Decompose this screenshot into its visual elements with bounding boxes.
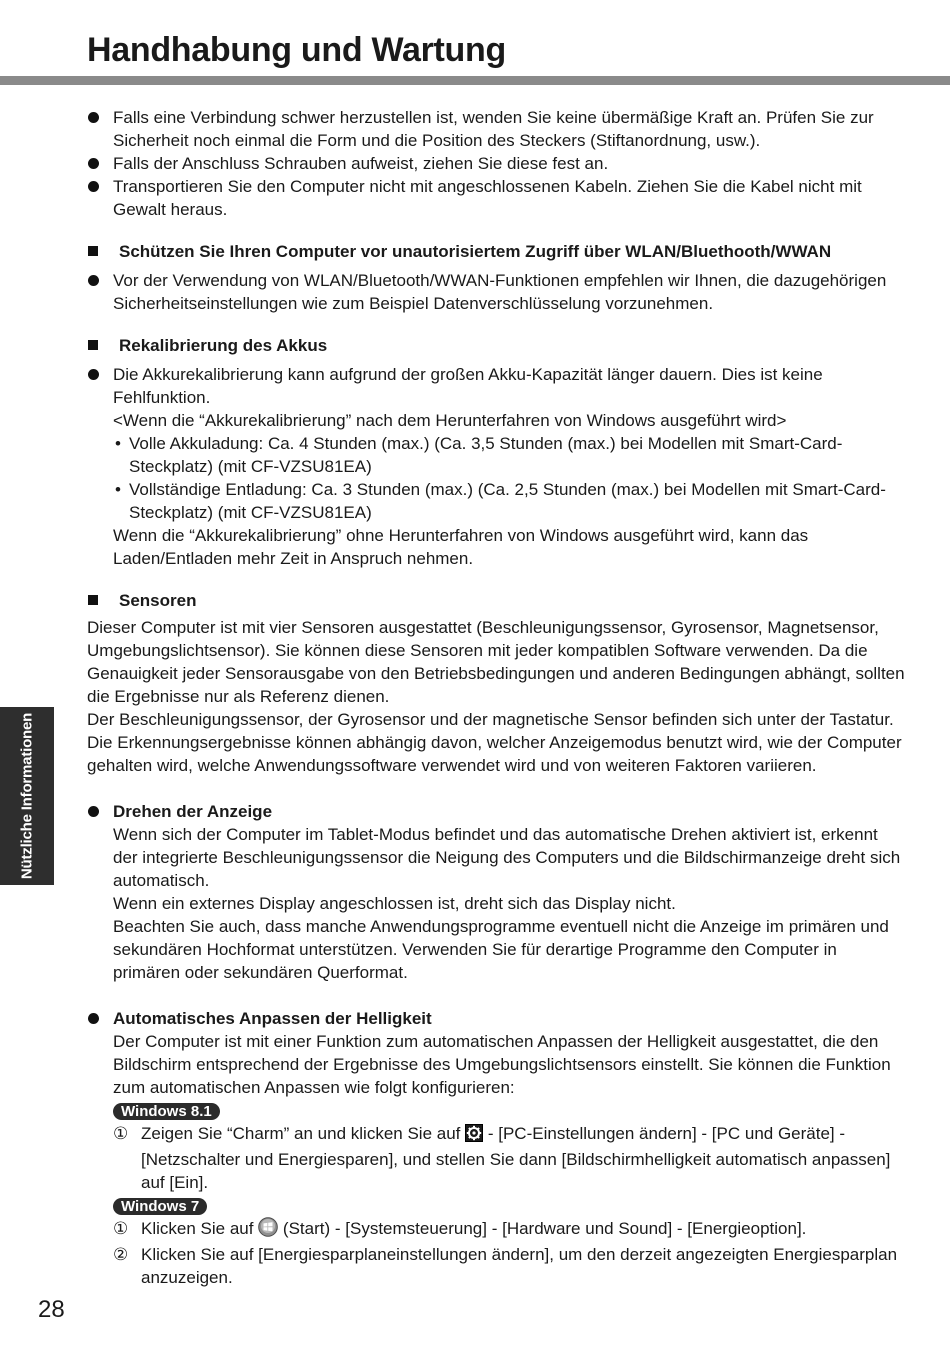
step-item	[87, 1122, 905, 1194]
section-heading-wlan	[87, 240, 905, 263]
list-item-text: Transportieren Sie den Computer nicht mit angeschlossenen Kabeln. Ziehen Sie die Kabel nicht mit Gewalt heraus.	[113, 177, 862, 219]
side-tab	[0, 707, 54, 885]
step-text: Klicken Sie auf [Energiesparplaneinstellungen ändern], um den derzeit angezeigten Energiesparplan anzuzeigen.	[141, 1245, 898, 1287]
bullet-icon	[88, 369, 99, 380]
sub-bullet-icon: •	[115, 480, 121, 499]
list-item-text: Die Akkurekalibrierung kann aufgrund der großen Akku-Kapazität länger dauern. Dies ist keine Fehlfunktion.	[113, 365, 823, 407]
bullet-icon	[88, 1013, 99, 1024]
list-item-text: Falls eine Verbindung schwer herzustellen ist, wenden Sie keine übermäßige Kraft an. Prüfen Sie zur Sicherheit noch einmal die Form und die Position des Steckers (Stiftanordnung, usw.).	[113, 108, 874, 150]
sub-bullet-icon: •	[115, 434, 121, 453]
section-heading-text: Schützen Sie Ihren Computer vor unautorisiertem Zugriff über WLAN/Bluethooth/WWAN	[119, 242, 832, 261]
title-rule	[0, 76, 950, 85]
feature-helligkeit	[87, 1007, 905, 1099]
sub-list-item	[87, 432, 905, 478]
os-badge-windows-81: Windows 8.1	[113, 1103, 220, 1120]
list-item	[87, 175, 905, 221]
feature-heading: Automatisches Anpassen der Helligkeit	[113, 1009, 432, 1028]
step-text: Zeigen Sie “Charm” an und klicken Sie auf	[141, 1124, 461, 1143]
os-badge-windows-7: Windows 7	[113, 1198, 207, 1215]
gear-icon	[465, 1124, 483, 1148]
step-number: ①	[113, 1124, 129, 1143]
paragraph: Wenn sich der Computer im Tablet-Modus befindet und das automatische Drehen aktiviert ist, erkennt der integrierte Beschleunigungssensor die Neigung des Computers und die Bildschirmanzeige dreht sich automatisch.	[113, 825, 901, 890]
step-text: - [PC-Einstellungen ändern] - [PC und Geräte] - [Netzschalter und Energiesparen], und stellen Sie dann [Bildschirmhelligkeit automatisch anpassen] auf [Ein].	[141, 1124, 891, 1192]
paragraph: Der Computer ist mit einer Funktion zum automatischen Anpassen der Helligkeit ausgestattet, die den Bildschirm entsprechend der Ergebnisse des Umgebungslichtsensors einstellt. Sie können die Funktion zum automatischen Anpassen wie folgt konfigurieren:	[113, 1032, 891, 1097]
sub-list-item-text: Vollständige Entladung: Ca. 3 Stunden (max.) (Ca. 2,5 Stunden (max.) bei Modellen mit Smart-Card-Steckplatz) (mit CF-VZSU81EA)	[129, 480, 886, 522]
akku-note: <Wenn die “Akkurekalibrierung” nach dem Herunterfahren von Windows ausgeführt wird>	[113, 411, 787, 430]
list-item-text: Vor der Verwendung von WLAN/Bluetooth/WWAN-Funktionen empfehlen wir Ihnen, die dazugehörigen Sicherheitseinstellungen wie zum Beispiel Datenverschlüsselung vorzunehmen.	[113, 271, 887, 313]
bullet-icon	[88, 275, 99, 286]
paragraph: Wenn ein externes Display angeschlossen ist, dreht sich das Display nicht.	[113, 894, 676, 913]
page-content	[87, 106, 905, 1289]
section-heading-text: Rekalibrierung des Akkus	[119, 336, 328, 355]
step-number: ①	[113, 1219, 129, 1238]
feature-heading: Drehen der Anzeige	[113, 802, 273, 821]
paragraph: Beachten Sie auch, dass manche Anwendungsprogramme eventuell nicht die Anzeige im primären und sekundären Hochformat unterstützen. Verwenden Sie für derartige Programme den Computer in primären oder sekundären Querformat.	[113, 917, 889, 982]
square-bullet-icon	[88, 246, 98, 256]
step-text: Klicken Sie auf	[141, 1219, 254, 1238]
paragraph: Dieser Computer ist mit vier Sensoren ausgestattet (Beschleunigungssensor, Gyrosensor, Magnetsensor, Umgebungslichtsensor). Sie können diese Sensoren mit jeder kompatiblen Software verwenden. Da die Genauigkeit jeder Sensorausgabe von den Betriebsbedingungen und anderen Bedingungen abhängt, sollten die Ergebnisse nur als Referenz dienen.	[87, 618, 905, 706]
section-heading-akku	[87, 334, 905, 357]
page-number: 28	[38, 1296, 65, 1323]
step-item	[87, 1243, 905, 1289]
step-text: (Start) - [Systemsteuerung] - [Hardware und Sound] - [Energieoption].	[282, 1219, 807, 1238]
sub-list-item	[87, 478, 905, 524]
section-heading-text: Sensoren	[119, 591, 197, 610]
paragraph: Der Beschleunigungssensor, der Gyrosensor und der magnetische Sensor befinden sich unter der Tastatur. Die Erkennungsergebnisse können abhängig davon, welcher Anzeigemodus benutzt wird, wie der Computer gehalten wird, welche Anwendungssoftware verwendet wird und von weiteren Faktoren variieren.	[87, 710, 902, 775]
square-bullet-icon	[88, 340, 98, 350]
list-item	[87, 152, 905, 175]
akku-tail: Wenn die “Akkurekalibrierung” ohne Herunterfahren von Windows ausgeführt wird, kann das Laden/Entladen mehr Zeit in Anspruch nehmen.	[113, 526, 809, 568]
bullet-icon	[88, 181, 99, 192]
sub-list-item-text: Volle Akkuladung: Ca. 4 Stunden (max.) (Ca. 3,5 Stunden (max.) bei Modellen mit Smart-Card-Steckplatz) (mit CF-VZSU81EA)	[129, 434, 843, 476]
square-bullet-icon	[88, 595, 98, 605]
feature-drehen	[87, 800, 905, 984]
list-item-text: Falls der Anschluss Schrauben aufweist, ziehen Sie diese fest an.	[113, 154, 609, 173]
bullet-icon	[88, 158, 99, 169]
list-item	[87, 106, 905, 152]
list-item	[87, 363, 905, 432]
bullet-icon	[88, 806, 99, 817]
bullet-icon	[88, 112, 99, 123]
side-tab-label: Nützliche Informationen	[18, 712, 36, 880]
list-item	[87, 269, 905, 315]
windows-start-orb-icon	[258, 1217, 278, 1243]
section-heading-sensoren	[87, 589, 905, 612]
step-number: ②	[113, 1245, 129, 1264]
page-title: Handhabung und Wartung	[87, 31, 506, 69]
step-item	[87, 1217, 905, 1243]
